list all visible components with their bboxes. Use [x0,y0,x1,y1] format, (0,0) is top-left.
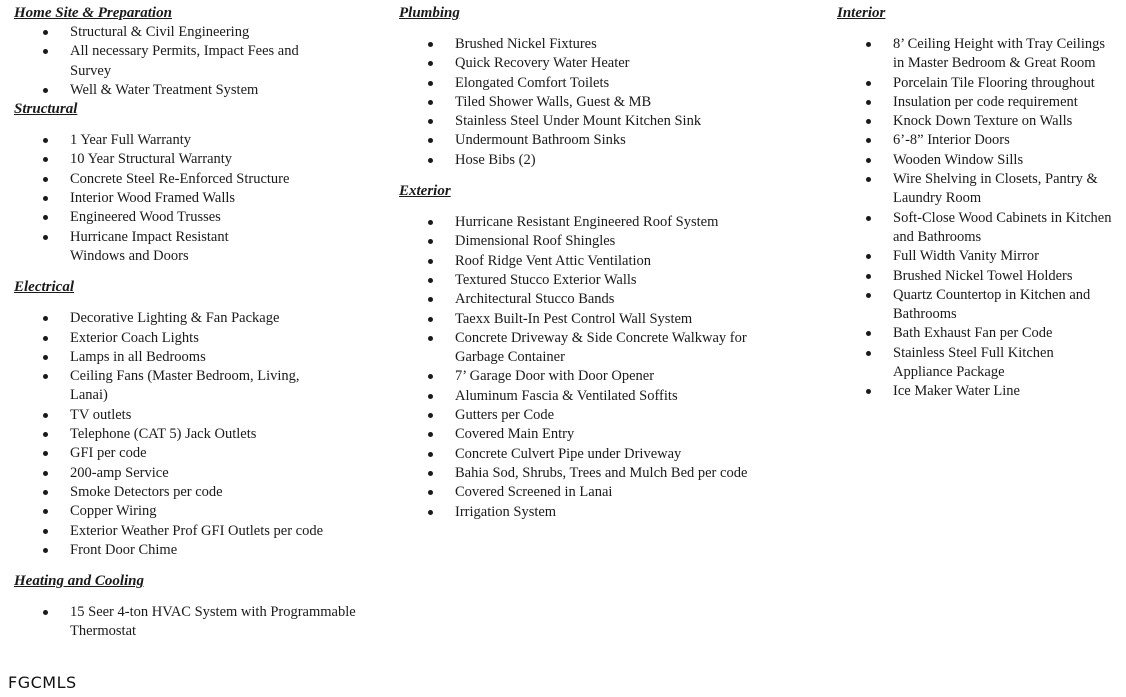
list-item: Ice Maker Water Line [837,382,1126,401]
list-item-continuation: and Bathrooms [893,228,982,245]
left-column [14,4,384,642]
list-item: Elongated Comfort Toilets [399,74,819,93]
list-item: Brushed Nickel Fixtures [399,35,819,54]
list-item: Front Door Chime [14,541,384,560]
home-site-list [14,23,384,100]
list-item: Ceiling Fans (Master Bedroom, Living, Lanai) [14,367,300,406]
section-heading-structural: Structural [14,101,78,118]
exterior-list [399,213,819,522]
electrical-list [14,309,384,560]
list-item: Decorative Lighting & Fan Package [14,309,384,328]
list-item-continuation: Bathrooms [893,306,957,323]
list-item: Structural & Civil Engineering [14,23,384,42]
list-item: Wooden Window Sills [837,151,1126,170]
list-item: 15 Seer 4-ton HVAC System with Programmable Thermostat [14,603,360,642]
middle-column [399,4,819,522]
list-item: Stainless Steel Full Kitchen [837,344,1126,363]
structural-list [14,131,384,266]
list-item: Aluminum Fascia & Ventilated Soffits [399,387,725,406]
section-heading-home-site: Home Site & Preparation [14,5,172,21]
list-item: Interior Wood Framed Walls [14,189,384,208]
list-item: Undermount Bathroom Sinks [399,131,819,150]
mls-watermark: FGCMLS [8,673,77,692]
list-item: Bath Exhaust Fan per Code [837,324,1126,343]
interior-list [837,35,1126,402]
list-item: Smoke Detectors per code [14,483,384,502]
list-item: Quick Recovery Water Heater [399,54,819,73]
list-item: Insulation per code requirement [837,93,1126,112]
section-heading-heating: Heating and Cooling [14,573,145,590]
list-item: Roof Ridge Vent Attic Ventilation [399,252,819,271]
list-item: Exterior Weather Prof GFI Outlets per code [14,522,370,541]
list-item: 10 Year Structural Warranty [14,150,384,169]
section-heading-electrical: Electrical [14,279,74,296]
list-item: Irrigation System [399,503,819,522]
section-heading-exterior: Exterior [399,183,451,200]
list-item: 1 Year Full Warranty [14,131,384,150]
section-heading-plumbing: Plumbing [399,5,460,21]
list-item: Brushed Nickel Towel Holders [837,267,1126,286]
list-item: Tiled Shower Walls, Guest & MB [399,93,819,112]
list-item: Knock Down Texture on Walls [837,112,1126,131]
list-item: Dimensional Roof Shingles [399,232,819,251]
list-item: Concrete Steel Re-Enforced Structure [14,170,384,189]
list-item: Soft-Close Wood Cabinets in Kitchen [837,209,1126,228]
list-item: Hose Bibs (2) [399,151,819,170]
list-item: Architectural Stucco Bands [399,290,819,309]
list-item: Telephone (CAT 5) Jack Outlets [14,425,384,444]
list-item-continuation: Appliance Package [893,364,1005,381]
list-item: All necessary Permits, Impact Fees and Survey [14,42,320,81]
plumbing-list [399,35,819,170]
list-item: Copper Wiring [14,502,384,521]
list-item: Exterior Coach Lights [14,329,384,348]
section-heading-interior: Interior [837,5,886,21]
list-item: Concrete Driveway & Side Concrete Walkway for Garbage Container [399,329,755,368]
list-item: Well & Water Treatment System [14,81,384,100]
list-item: Concrete Culvert Pipe under Driveway [399,445,715,464]
list-item: Lamps in all Bedrooms [14,348,384,367]
list-item: Bahia Sod, Shrubs, Trees and Mulch Bed per code [399,464,755,483]
list-item: 6’-8” Interior Doors [837,131,1126,150]
right-column [837,4,1126,402]
heating-list [14,603,384,642]
list-item: Taexx Built-In Pest Control Wall System [399,310,725,329]
list-item-continuation: in Master Bedroom & Great Room [893,55,1096,72]
list-item: Textured Stucco Exterior Walls [399,271,819,290]
list-item: Hurricane Resistant Engineered Roof System [399,213,725,232]
list-item: 8’ Ceiling Height with Tray Ceilings [837,35,1126,54]
list-item: Engineered Wood Trusses [14,208,384,227]
list-item: Quartz Countertop in Kitchen and [837,286,1126,305]
list-item: Hurricane Impact Resistant Windows and Doors [14,228,270,267]
list-item: Wire Shelving in Closets, Pantry & [837,170,1126,189]
list-item: 7’ Garage Door with Door Opener [399,367,819,386]
list-item: Porcelain Tile Flooring throughout [837,74,1126,93]
list-item: TV outlets [14,406,384,425]
list-item: Covered Main Entry [399,425,819,444]
list-item: Full Width Vanity Mirror [837,247,1126,266]
list-item: Gutters per Code [399,406,819,425]
list-item: GFI per code [14,444,384,463]
list-item: Covered Screened in Lanai [399,483,819,502]
list-item: Stainless Steel Under Mount Kitchen Sink [399,112,755,131]
list-item-continuation: Laundry Room [893,190,982,207]
list-item: 200-amp Service [14,464,384,483]
